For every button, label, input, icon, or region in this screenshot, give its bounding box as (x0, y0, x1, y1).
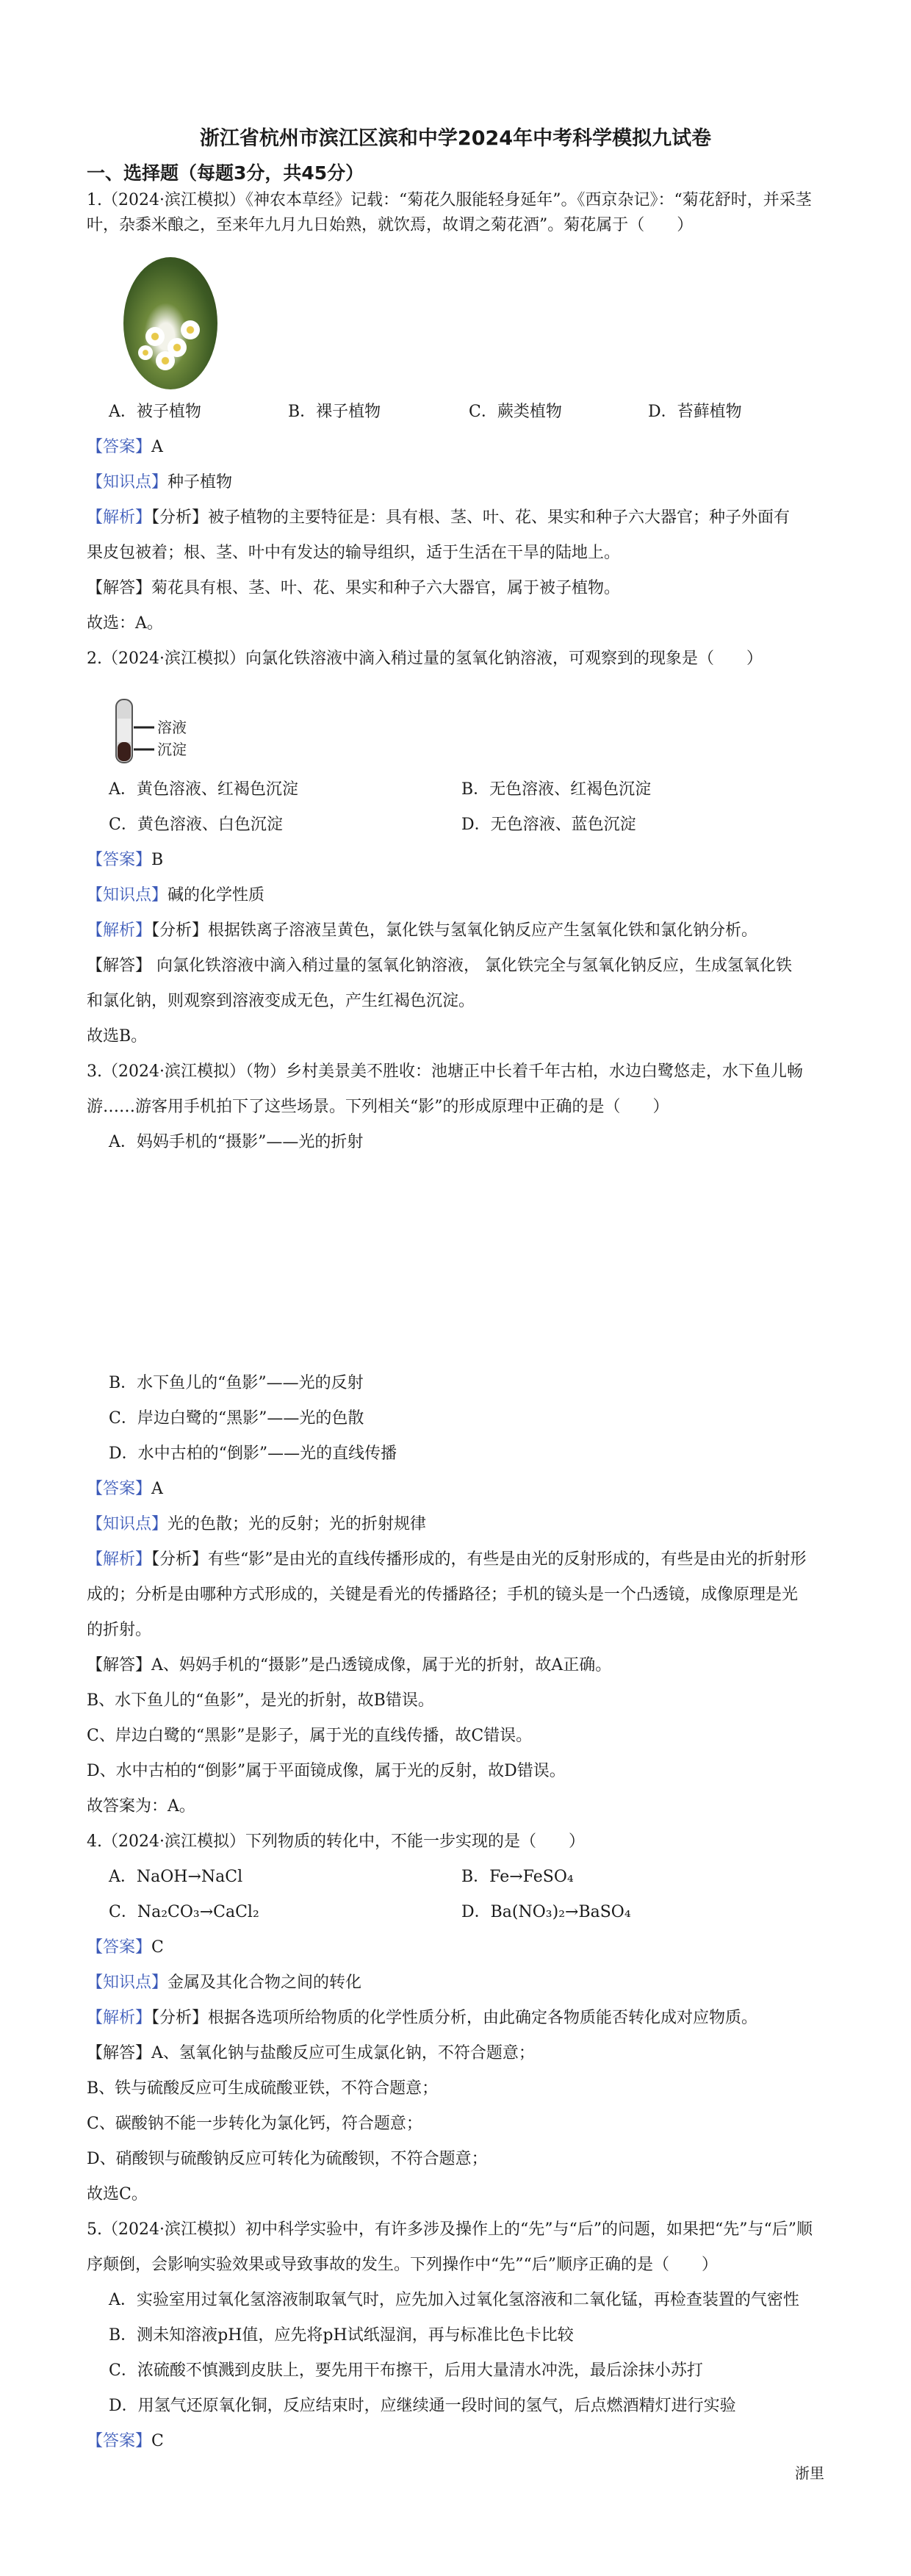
q2-stem: 2.（2024·滨江模拟）向氯化铁溶液中滴入稍过量的氢氧化钠溶液，可观察到的现象是（ ） (87, 650, 763, 668)
q2-solution-line2: 和氯化钠，则观察到溶液变成无色，产生红褐色沉淀。 (87, 992, 475, 1010)
page-title: 浙江省杭州市滨江区滨和中学2024年中考科学模拟九试卷 (199, 127, 712, 150)
q5-answer-value: C (151, 2432, 164, 2450)
section-heading: 一、选择题（每题3分，共45分） (87, 162, 364, 184)
answer-tag: 【答案】 (87, 438, 152, 456)
q5-option-b: B．测未知溶液pH值，应先将pH试纸湿润，再与标准比色卡比较 (109, 2326, 574, 2345)
q3-knowledge-point (87, 1514, 829, 1536)
q3-solution-line1: 【解答】A、妈妈手机的“摄影”是凸透镜成像，属于光的折射，故A正确。 (87, 1656, 612, 1674)
q1-option-a: A．被子植物 (109, 403, 201, 421)
tube-solution (118, 719, 131, 742)
q1-analysis-text1: 【分析】被子植物的主要特征是：具有根、茎、叶、花、果实和种子六大器官；种子外面有 (151, 508, 791, 527)
q4-solution-line1: 【解答】A、氢氧化钠与盐酸反应可生成氯化钠，不符合题意； (87, 2044, 535, 2062)
kp-tag: 【知识点】 (87, 1515, 168, 1533)
q4-stem: 4.（2024·滨江模拟）下列物质的转化中，不能一步实现的是（ ） (87, 1832, 585, 1851)
q3-solution-line2: B、水下鱼儿的“鱼影”，是光的折射，故B错误。 (87, 1691, 434, 1710)
kp-tag: 【知识点】 (87, 1974, 168, 1992)
q3-stem-line1: 3.（2024·滨江模拟）（物）乡村美景美不胜收：池塘正中长着千年古柏，水边白鹭悠走，水下鱼儿畅 (87, 1062, 803, 1081)
q1-option-d: D．苔藓植物 (648, 403, 742, 421)
q2-option-d: D．无色溶液、蓝色沉淀 (461, 816, 636, 834)
q4-knowledge-point (87, 1972, 829, 1994)
q1-answer-value: A (151, 438, 163, 456)
answer-tag: 【答案】 (87, 851, 152, 869)
q5-option-d: D．用氢气还原氧化铜，反应结束时，应继续通一段时间的氢气，后点燃酒精灯进行实验 (109, 2397, 736, 2415)
kp-tag: 【知识点】 (87, 473, 168, 492)
q1-stem-line1: 1.（2024·滨江模拟）《神农本草经》记载：“菊花久服能轻身延年”。《西京杂记》：“菊花舒时，并采茎 (87, 191, 812, 209)
q5-stem-line1: 5.（2024·滨江模拟）初中科学实验中，有许多涉及操作上的“先”与“后”的问题，如果把“先”与“后”顺 (87, 2220, 813, 2239)
footer-watermark: 浙里 (795, 2464, 824, 2482)
q2-conclusion: 故选B。 (87, 1027, 148, 1046)
kp-tag: 【知识点】 (87, 886, 168, 904)
q2-solution-line1: 【解答】 向氯化铁溶液中滴入稍过量的氢氧化钠溶液， 氯化铁完全与氢氧化钠反应，生成氢氧化铁 (87, 957, 792, 975)
q4-option-a: A．NaOH→NaCl (109, 1868, 243, 1886)
q3-conclusion: 故答案为：A。 (87, 1797, 195, 1816)
q4-conclusion: 故选C。 (87, 2185, 148, 2203)
q2-option-b: B．无色溶液、红褐色沉淀 (461, 780, 652, 799)
q3-option-b: B．水下鱼儿的“鱼影”——光的反射 (109, 1374, 364, 1392)
label-solution: 溶液 (157, 719, 187, 736)
q1-stem-line2: 叶，杂黍米酿之，至来年九月九日始熟，就饮焉，故谓之菊花酒”。菊花属于（ ） (87, 216, 694, 234)
q3-analysis-text1: 【分析】有些“影”是由光的直线传播形成的，有些是由光的反射形成的，有些是由光的折射形 (151, 1550, 807, 1569)
q4-option-b: B．Fe→FeSO₄ (461, 1868, 574, 1886)
analysis-tag: 【解析】 (87, 921, 152, 940)
q4-answer-value: C (151, 1938, 164, 1957)
q1-option-c: C．蕨类植物 (469, 403, 562, 421)
q1-kp-value: 种子植物 (168, 473, 233, 492)
q3-option-d: D．水中古柏的“倒影”——光的直线传播 (109, 1444, 397, 1463)
q3-option-a: A．妈妈手机的“摄影”——光的折射 (109, 1133, 364, 1151)
q2-answer (87, 849, 829, 871)
q3-stem-line2: 游……游客用手机拍下了这些场景。下列相关“影”的形成原理中正确的是（ ） (87, 1098, 669, 1116)
q1-conclusion: 故选：A。 (87, 614, 163, 633)
q5-option-a: A．实验室用过氧化氢溶液制取氧气时，应先加入过氧化氢溶液和二氧化锰，再检查装置的气密性 (109, 2291, 799, 2309)
analysis-tag: 【解析】 (87, 2009, 152, 2027)
q2-analysis-line1 (87, 920, 829, 942)
label-precipitate: 沉淀 (157, 741, 187, 758)
q4-kp-value: 金属及其化合物之间的转化 (168, 1974, 362, 1992)
q1-knowledge-point (87, 472, 829, 494)
q3-analysis-line3: 的折射。 (87, 1621, 152, 1639)
q2-kp-value: 碱的化学性质 (168, 886, 265, 904)
q4-solution-line3: C、碳酸钠不能一步转化为氯化钙，符合题意； (87, 2115, 422, 2133)
test-tube-image (110, 698, 206, 764)
q1-option-b: B．裸子植物 (288, 403, 381, 421)
q5-option-c: C．浓硫酸不慎溅到皮肤上，要先用干布擦干，后用大量清水冲洗，最后涂抹小苏打 (109, 2361, 703, 2380)
q4-solution-line4: D、硝酸钡与硫酸钠反应可转化为硫酸钡，不符合题意； (87, 2150, 488, 2168)
q4-analysis-text1: 【分析】根据各选项所给物质的化学性质分析，由此确定各物质能否转化成对应物质。 (151, 2009, 758, 2027)
q4-solution-line2: B、铁与硫酸反应可生成硫酸亚铁，不符合题意； (87, 2079, 439, 2098)
q4-analysis-line1 (87, 2007, 829, 2029)
analysis-tag: 【解析】 (87, 1550, 152, 1569)
q2-knowledge-point (87, 885, 829, 907)
answer-tag: 【答案】 (87, 1938, 152, 1957)
q1-analysis-line1 (87, 507, 829, 529)
q4-option-c: C．Na₂CO₃→CaCl₂ (109, 1903, 259, 1921)
q3-analysis-line1 (87, 1549, 829, 1571)
q2-option-a: A．黄色溶液、红褐色沉淀 (109, 780, 298, 799)
q1-solution-line1: 【解答】菊花具有根、茎、叶、花、果实和种子六大器官，属于被子植物。 (87, 579, 621, 597)
q1-answer (87, 436, 829, 458)
q5-stem-line2: 序颠倒，会影响实验效果或导致事故的发生。下列操作中“先”“后”顺序正确的是（ ） (87, 2256, 718, 2274)
answer-tag: 【答案】 (87, 2432, 152, 2450)
q5-answer (87, 2431, 829, 2453)
tube-precipitate (118, 742, 131, 761)
answer-tag: 【答案】 (87, 1480, 152, 1498)
q2-option-c: C．黄色溶液、白色沉淀 (109, 816, 283, 834)
q3-answer-value: A (151, 1480, 163, 1498)
chrysanthemum-image (123, 257, 217, 389)
q4-answer (87, 1937, 829, 1959)
q3-answer (87, 1478, 829, 1500)
q3-analysis-line2: 成的；分析是由哪种方式形成的，关键是看光的传播路径；手机的镜头是一个凸透镜，成像原理是光 (87, 1586, 799, 1604)
q1-analysis-line2: 果皮包被着；根、茎、叶中有发达的输导组织，适于生活在干旱的陆地上。 (87, 544, 621, 562)
q3-option-c: C．岸边白鹭的“黑影”——光的色散 (109, 1409, 364, 1428)
q3-kp-value: 光的色散；光的反射；光的折射规律 (168, 1515, 427, 1533)
analysis-tag: 【解析】 (87, 508, 152, 527)
q2-analysis-text1: 【分析】根据铁离子溶液呈黄色，氯化铁与氢氧化钠反应产生氢氧化铁和氯化钠分析。 (151, 921, 758, 940)
q3-solution-line3: C、岸边白鹭的“黑影”是影子，属于光的直线传播，故C错误。 (87, 1727, 533, 1745)
q2-answer-value: B (151, 851, 164, 869)
q4-option-d: D．Ba(NO₃)₂→BaSO₄ (461, 1903, 631, 1921)
q3-solution-line4: D、水中古柏的“倒影”属于平面镜成像，属于光的反射，故D错误。 (87, 1762, 566, 1780)
